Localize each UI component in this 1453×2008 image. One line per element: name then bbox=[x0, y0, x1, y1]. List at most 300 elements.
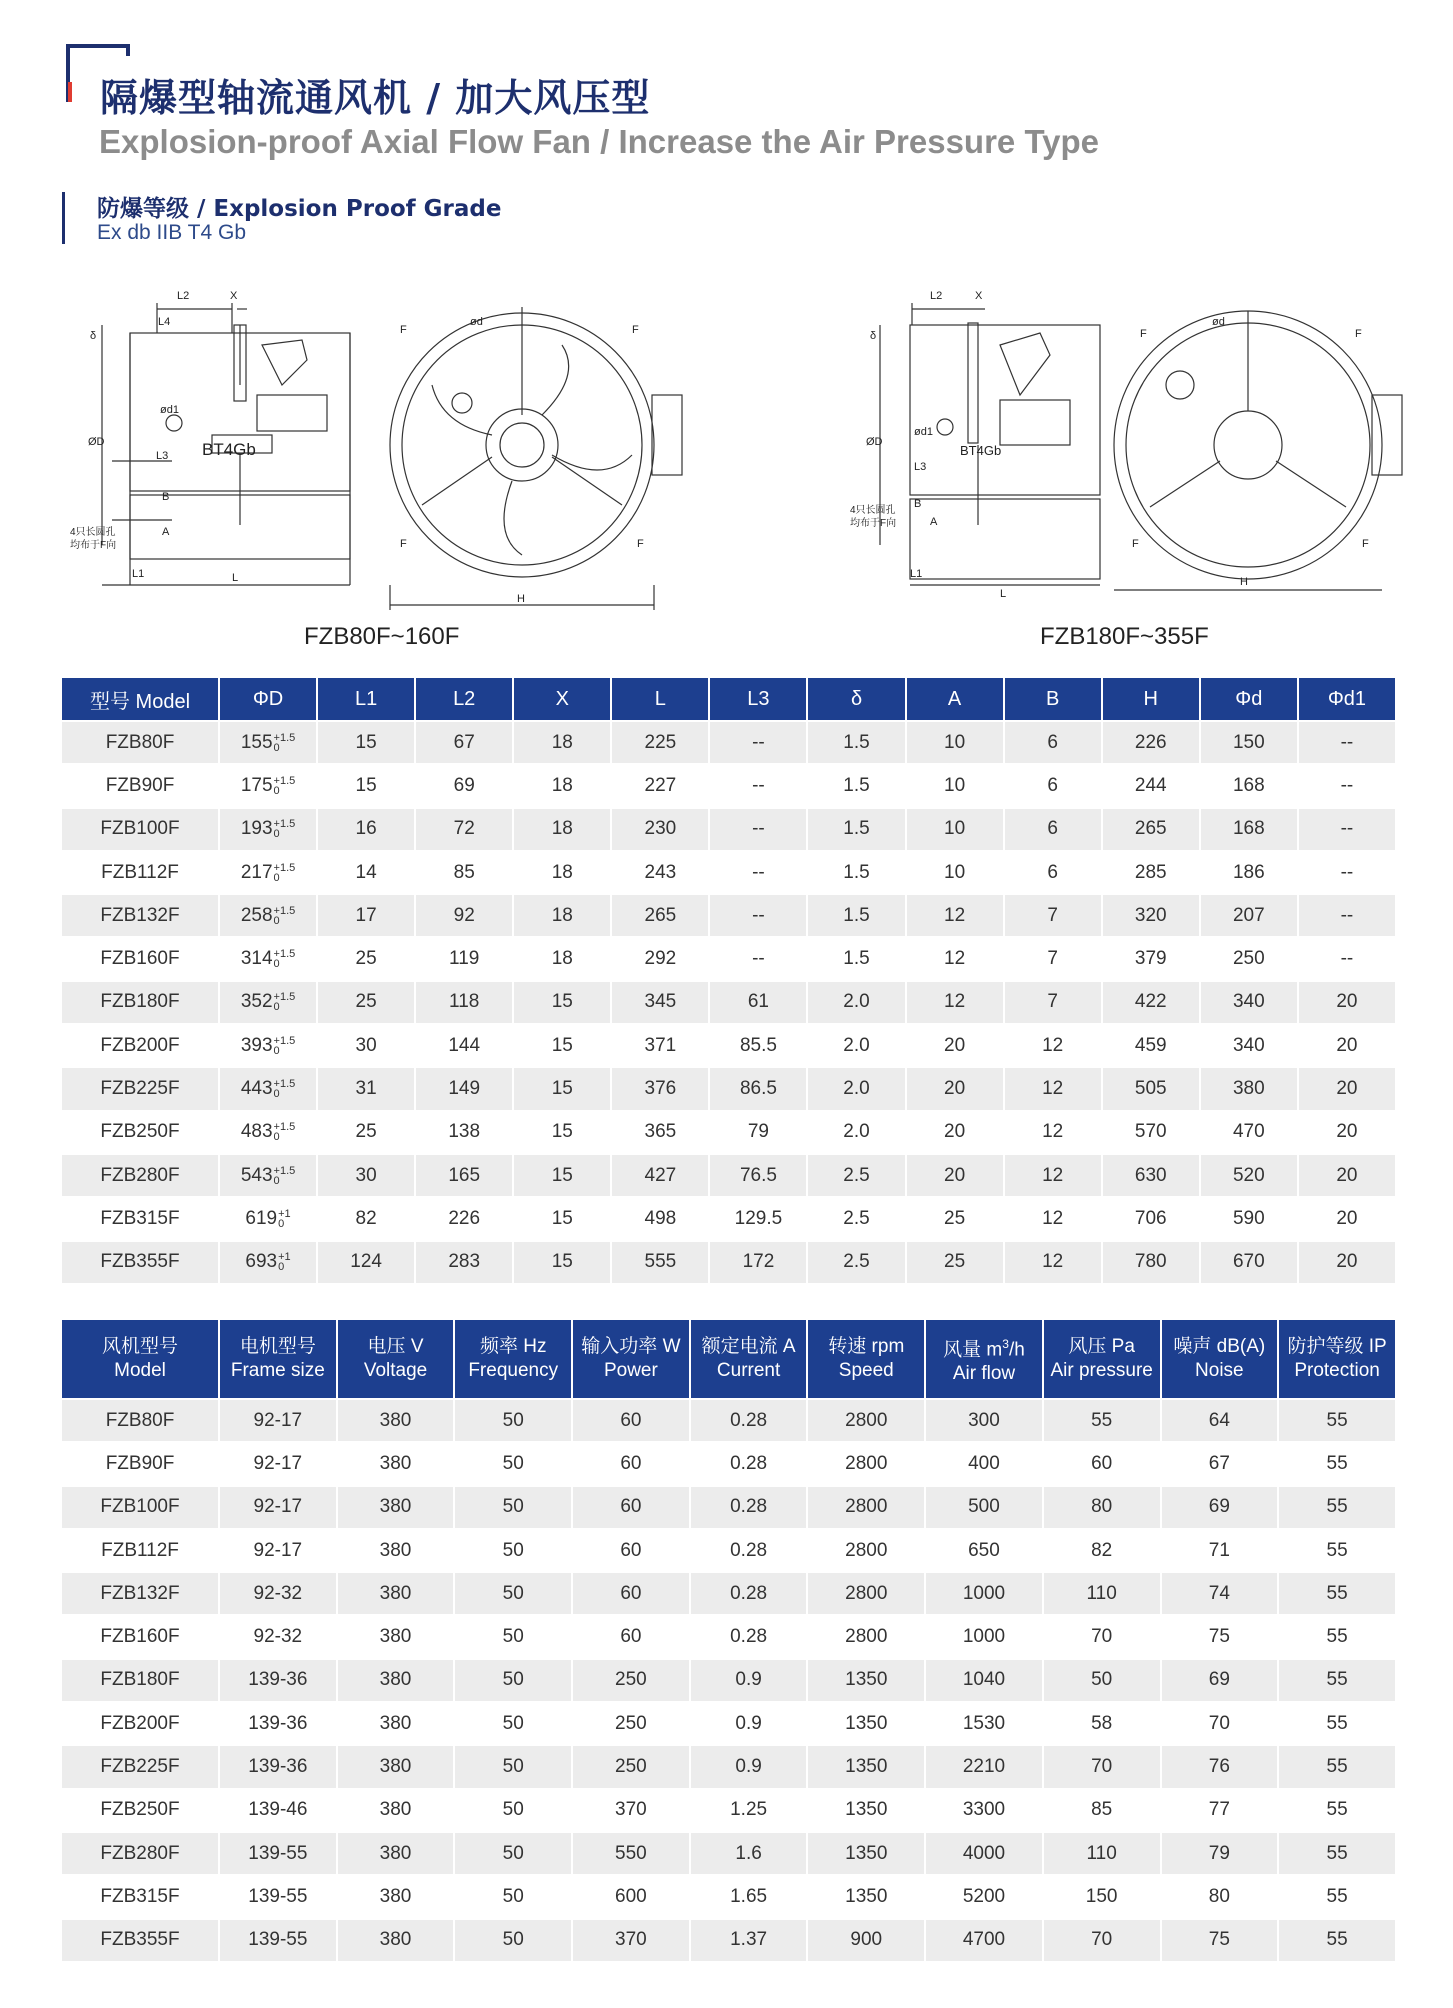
page-subtitle: Explosion-proof Axial Flow Fan / Increase the Air Pressure Type bbox=[99, 123, 1100, 160]
table-cell-d bbox=[218, 1153, 316, 1196]
dim-col-l2: L2 bbox=[414, 678, 512, 720]
diameter-value: 217 bbox=[240, 861, 273, 883]
table-cell: 650 bbox=[924, 1528, 1042, 1571]
table-cell: 150 bbox=[1042, 1874, 1160, 1917]
tolerance-upper: +1.5 bbox=[273, 1034, 296, 1047]
perf-header-sup: 3 bbox=[1002, 1336, 1009, 1351]
table-cell-od1: 20 bbox=[1297, 1153, 1395, 1196]
table-cell: 139-46 bbox=[218, 1788, 336, 1831]
label-f-1: F bbox=[400, 324, 407, 336]
perf-header-zh bbox=[338, 1335, 454, 1359]
table-cell: 55 bbox=[1277, 1918, 1395, 1961]
table-cell-l3: -- bbox=[708, 850, 806, 893]
table-cell-delta: 2.5 bbox=[806, 1153, 904, 1196]
table-cell: 139-36 bbox=[218, 1701, 336, 1744]
table-cell-l1: 31 bbox=[316, 1066, 414, 1109]
table-cell: 60 bbox=[571, 1398, 689, 1441]
tolerance-lower: 0 bbox=[273, 741, 280, 754]
tolerance bbox=[274, 863, 296, 883]
diameter-value: 155 bbox=[240, 731, 273, 753]
label-holes-2: 均布于F向 bbox=[70, 540, 117, 551]
table-cell: 400 bbox=[924, 1441, 1042, 1484]
table-cell: FZB180F bbox=[62, 1658, 218, 1701]
table-cell: 2800 bbox=[806, 1485, 924, 1528]
table-cell-x: 18 bbox=[512, 936, 610, 979]
table-cell-a: 10 bbox=[905, 720, 1003, 763]
perf-header-en: Frame size bbox=[230, 1360, 325, 1381]
table-cell-l2: 92 bbox=[414, 893, 512, 936]
table-cell: 2800 bbox=[806, 1398, 924, 1441]
label2-b: B bbox=[914, 498, 922, 510]
table-cell: 600 bbox=[571, 1874, 689, 1917]
table-cell: 1350 bbox=[806, 1874, 924, 1917]
table-cell: 0.9 bbox=[689, 1658, 807, 1701]
table-cell: 1000 bbox=[924, 1571, 1042, 1614]
diameter-value: 483 bbox=[240, 1121, 273, 1143]
table-cell-h: 505 bbox=[1101, 1066, 1199, 1109]
table-cell: 0.28 bbox=[689, 1485, 807, 1528]
table-cell: 380 bbox=[336, 1571, 454, 1614]
table-cell-delta: 2.0 bbox=[806, 980, 904, 1023]
perf-col-0 bbox=[62, 1320, 218, 1398]
table-cell-l: 227 bbox=[610, 763, 708, 806]
table-cell: 70 bbox=[1160, 1701, 1278, 1744]
table-cell: 500 bbox=[924, 1485, 1042, 1528]
perf-header-zh-text: 频率 Hz bbox=[479, 1336, 547, 1357]
label-l3: L3 bbox=[156, 450, 169, 462]
label2-od-front: ød bbox=[1212, 316, 1225, 328]
table-cell-model: FZB80F bbox=[62, 720, 218, 763]
table-cell: 70 bbox=[1042, 1614, 1160, 1657]
dim-col-a: A bbox=[905, 678, 1003, 720]
table-cell: 250 bbox=[571, 1701, 689, 1744]
table-cell: 2800 bbox=[806, 1614, 924, 1657]
perf-header-zh bbox=[455, 1335, 571, 1359]
table-cell: FZB132F bbox=[62, 1571, 218, 1614]
table-cell-h: 285 bbox=[1101, 850, 1199, 893]
table-cell-h: 570 bbox=[1101, 1110, 1199, 1153]
table-cell: FZB315F bbox=[62, 1874, 218, 1917]
label2-l2: L2 bbox=[930, 290, 943, 302]
table-cell-l3: -- bbox=[708, 936, 806, 979]
table-cell: 380 bbox=[336, 1614, 454, 1657]
label-l: L bbox=[232, 572, 239, 584]
table-cell-delta: 2.5 bbox=[806, 1240, 904, 1283]
table-cell: 60 bbox=[1042, 1441, 1160, 1484]
table-cell-od1: -- bbox=[1297, 850, 1395, 893]
dim-col-od: Φd bbox=[1199, 678, 1297, 720]
tolerance-upper: +1.5 bbox=[273, 1164, 296, 1177]
label2-od-small: ød1 bbox=[914, 426, 933, 438]
table-cell-l2: 138 bbox=[414, 1110, 512, 1153]
table-cell-b: 6 bbox=[1003, 763, 1101, 806]
table-row bbox=[62, 1571, 1395, 1614]
table-cell-od: 380 bbox=[1199, 1066, 1297, 1109]
table-cell-l3: -- bbox=[708, 807, 806, 850]
table-cell: 50 bbox=[453, 1744, 571, 1787]
table-cell-b: 12 bbox=[1003, 1066, 1101, 1109]
table-cell: 74 bbox=[1160, 1571, 1278, 1614]
dim-col-d: ΦD bbox=[218, 678, 316, 720]
perf-header-zh bbox=[926, 1332, 1042, 1362]
perf-header-en: Air pressure bbox=[1050, 1360, 1153, 1381]
table-cell: 900 bbox=[806, 1918, 924, 1961]
table-cell-l: 376 bbox=[610, 1066, 708, 1109]
label-f-3: F bbox=[400, 538, 407, 550]
table-cell: 1350 bbox=[806, 1658, 924, 1701]
table-cell: 60 bbox=[571, 1441, 689, 1484]
perf-header-zh-text: 防护等级 IP bbox=[1287, 1336, 1387, 1357]
table-cell: FZB90F bbox=[62, 1441, 218, 1484]
table-cell-d bbox=[218, 1196, 316, 1239]
table-cell-od1: 20 bbox=[1297, 1023, 1395, 1066]
perf-col-10 bbox=[1277, 1320, 1395, 1398]
perf-col-8 bbox=[1042, 1320, 1160, 1398]
tolerance-upper: +1.5 bbox=[273, 991, 296, 1004]
table-cell: 2800 bbox=[806, 1528, 924, 1571]
perf-header-zh-text: 额定电流 A bbox=[701, 1336, 796, 1357]
table-cell: 300 bbox=[924, 1398, 1042, 1441]
table-cell: 71 bbox=[1160, 1528, 1278, 1571]
table-cell: 80 bbox=[1042, 1485, 1160, 1528]
table-cell-b: 6 bbox=[1003, 807, 1101, 850]
table-cell: 50 bbox=[453, 1398, 571, 1441]
table-row bbox=[62, 1023, 1395, 1066]
dimension-table bbox=[62, 678, 1395, 1283]
table-cell: 4700 bbox=[924, 1918, 1042, 1961]
table-cell: 380 bbox=[336, 1788, 454, 1831]
table-cell: 380 bbox=[336, 1398, 454, 1441]
perf-col-9 bbox=[1160, 1320, 1278, 1398]
table-cell-model: FZB90F bbox=[62, 763, 218, 806]
label2-bt: BT4Gb bbox=[960, 443, 1002, 458]
tolerance-upper: +1.5 bbox=[273, 731, 296, 744]
table-cell: 50 bbox=[453, 1701, 571, 1744]
tolerance bbox=[274, 733, 296, 753]
table-cell: 50 bbox=[453, 1874, 571, 1917]
table-cell: 50 bbox=[453, 1571, 571, 1614]
table-cell-delta: 2.0 bbox=[806, 1066, 904, 1109]
tolerance-lower: 0 bbox=[273, 1174, 280, 1187]
table-cell-od: 340 bbox=[1199, 1023, 1297, 1066]
table-cell-h: 379 bbox=[1101, 936, 1199, 979]
tolerance bbox=[274, 776, 296, 796]
perf-header-zh-text: 风量 m bbox=[943, 1339, 1003, 1361]
tolerance-upper: +1 bbox=[278, 1207, 291, 1220]
label2-f-1: F bbox=[1140, 328, 1147, 340]
perf-header-zh-text: 转速 rpm bbox=[828, 1336, 905, 1357]
table-cell: 1.37 bbox=[689, 1918, 807, 1961]
table-cell: 50 bbox=[453, 1831, 571, 1874]
table-cell: 55 bbox=[1277, 1614, 1395, 1657]
table-cell-l1: 30 bbox=[316, 1023, 414, 1066]
dim-col-l: L bbox=[610, 678, 708, 720]
table-row bbox=[62, 1110, 1395, 1153]
table-cell-model: FZB112F bbox=[62, 850, 218, 893]
table-cell-l2: 69 bbox=[414, 763, 512, 806]
table-cell: 1.25 bbox=[689, 1788, 807, 1831]
table-cell: 2210 bbox=[924, 1744, 1042, 1787]
table-cell-d bbox=[218, 1110, 316, 1153]
table-cell: 380 bbox=[336, 1658, 454, 1701]
table-cell-d bbox=[218, 980, 316, 1023]
table-cell-od: 340 bbox=[1199, 980, 1297, 1023]
grade-value: Ex db IIB T4 Gb bbox=[97, 221, 247, 244]
table-cell-a: 10 bbox=[905, 763, 1003, 806]
tolerance-lower: 0 bbox=[273, 1131, 280, 1144]
fan-side-view-diagram-large bbox=[850, 285, 1410, 615]
table-cell-d bbox=[218, 720, 316, 763]
table-cell-od: 520 bbox=[1199, 1153, 1297, 1196]
table-cell-x: 15 bbox=[512, 1023, 610, 1066]
table-cell-l3: -- bbox=[708, 763, 806, 806]
tolerance-upper: +1.5 bbox=[273, 904, 296, 917]
diameter-value: 693 bbox=[245, 1251, 278, 1273]
table-cell: 1350 bbox=[806, 1744, 924, 1787]
perf-col-6 bbox=[806, 1320, 924, 1398]
table-cell: 55 bbox=[1277, 1744, 1395, 1787]
tolerance bbox=[274, 819, 296, 839]
table-cell: 139-36 bbox=[218, 1658, 336, 1701]
table-cell-od: 186 bbox=[1199, 850, 1297, 893]
perf-header-zh-text: 噪声 dB(A) bbox=[1173, 1336, 1266, 1357]
diameter-value: 352 bbox=[240, 991, 273, 1013]
table-cell-a: 25 bbox=[905, 1196, 1003, 1239]
drawing-small-fan bbox=[62, 285, 722, 650]
table-cell-delta: 2.5 bbox=[806, 1196, 904, 1239]
table-cell-model: FZB200F bbox=[62, 1023, 218, 1066]
table-cell-x: 18 bbox=[512, 807, 610, 850]
table-cell-l: 243 bbox=[610, 850, 708, 893]
table-cell-l1: 15 bbox=[316, 763, 414, 806]
dim-col-h: H bbox=[1101, 678, 1199, 720]
table-row bbox=[62, 936, 1395, 979]
perf-header-en: Speed bbox=[838, 1360, 894, 1381]
table-cell-b: 12 bbox=[1003, 1196, 1101, 1239]
label2-delta: δ bbox=[870, 330, 877, 342]
table-cell-l3: 79 bbox=[708, 1110, 806, 1153]
table-cell-l1: 16 bbox=[316, 807, 414, 850]
table-cell-h: 265 bbox=[1101, 807, 1199, 850]
diameter-value: 543 bbox=[240, 1164, 273, 1186]
drawing-large-fan bbox=[850, 285, 1410, 650]
dim-col-od1: Φd1 bbox=[1297, 678, 1395, 720]
table-cell-model: FZB180F bbox=[62, 980, 218, 1023]
label-l4: L4 bbox=[158, 316, 171, 328]
table-cell-od: 590 bbox=[1199, 1196, 1297, 1239]
label-od-small: ød1 bbox=[160, 404, 179, 416]
table-cell-od: 207 bbox=[1199, 893, 1297, 936]
table-cell-l1: 25 bbox=[316, 980, 414, 1023]
table-cell: 55 bbox=[1277, 1571, 1395, 1614]
table-cell-l3: 172 bbox=[708, 1240, 806, 1283]
tolerance bbox=[274, 949, 296, 969]
performance-header-row bbox=[62, 1320, 1395, 1398]
table-cell-od: 250 bbox=[1199, 936, 1297, 979]
table-cell: 92-17 bbox=[218, 1398, 336, 1441]
table-cell-l: 265 bbox=[610, 893, 708, 936]
perf-header-zh-text: 输入功率 W bbox=[581, 1336, 681, 1357]
table-cell-x: 15 bbox=[512, 1153, 610, 1196]
grade-title: 防爆等级 / Explosion Proof Grade bbox=[97, 196, 502, 222]
perf-header-zh-text: 风压 Pa bbox=[1068, 1336, 1135, 1357]
table-cell-l1: 30 bbox=[316, 1153, 414, 1196]
label2-od-big: ØD bbox=[866, 436, 883, 448]
table-cell: 50 bbox=[453, 1788, 571, 1831]
table-cell-delta: 1.5 bbox=[806, 850, 904, 893]
table-cell-l2: 149 bbox=[414, 1066, 512, 1109]
tolerance-upper: +1.5 bbox=[273, 948, 296, 961]
table-cell: FZB200F bbox=[62, 1701, 218, 1744]
tolerance-lower: 0 bbox=[273, 871, 280, 884]
table-cell-h: 780 bbox=[1101, 1240, 1199, 1283]
table-cell-l: 225 bbox=[610, 720, 708, 763]
table-cell: 380 bbox=[336, 1441, 454, 1484]
table-cell: 92-17 bbox=[218, 1441, 336, 1484]
label-l2: L2 bbox=[177, 290, 190, 302]
table-row bbox=[62, 1398, 1395, 1441]
table-cell: 55 bbox=[1042, 1398, 1160, 1441]
table-cell-h: 459 bbox=[1101, 1023, 1199, 1066]
table-cell: 2800 bbox=[806, 1441, 924, 1484]
table-cell-delta: 1.5 bbox=[806, 893, 904, 936]
table-cell-x: 15 bbox=[512, 1196, 610, 1239]
table-cell-d bbox=[218, 763, 316, 806]
table-cell: 55 bbox=[1277, 1874, 1395, 1917]
table-cell: 50 bbox=[453, 1441, 571, 1484]
table-cell: 380 bbox=[336, 1918, 454, 1961]
table-cell-l1: 25 bbox=[316, 936, 414, 979]
label2-holes-1: 4只长圆孔 bbox=[850, 505, 896, 516]
table-cell: 55 bbox=[1277, 1788, 1395, 1831]
table-cell: 50 bbox=[453, 1918, 571, 1961]
tolerance bbox=[274, 1166, 296, 1186]
table-row bbox=[62, 1831, 1395, 1874]
table-cell: 2800 bbox=[806, 1571, 924, 1614]
table-cell: 139-36 bbox=[218, 1744, 336, 1787]
table-cell-od1: 20 bbox=[1297, 1066, 1395, 1109]
table-cell-od1: -- bbox=[1297, 807, 1395, 850]
table-cell-l2: 226 bbox=[414, 1196, 512, 1239]
label2-f-4: F bbox=[1362, 538, 1369, 550]
perf-header-zh bbox=[691, 1335, 807, 1359]
table-cell-delta: 1.5 bbox=[806, 807, 904, 850]
perf-header-en: Power bbox=[603, 1360, 658, 1381]
tolerance-lower: 0 bbox=[273, 828, 280, 841]
table-cell: 110 bbox=[1042, 1831, 1160, 1874]
table-cell-x: 15 bbox=[512, 1240, 610, 1283]
table-cell: 380 bbox=[336, 1874, 454, 1917]
table-cell-od: 168 bbox=[1199, 807, 1297, 850]
tolerance-lower: 0 bbox=[273, 1044, 280, 1057]
table-cell: 76 bbox=[1160, 1744, 1278, 1787]
diameter-value: 175 bbox=[240, 774, 273, 796]
table-cell: 1.65 bbox=[689, 1874, 807, 1917]
table-cell-od1: -- bbox=[1297, 720, 1395, 763]
table-cell: 0.28 bbox=[689, 1528, 807, 1571]
table-cell-model: FZB315F bbox=[62, 1196, 218, 1239]
perf-header-en: Voltage bbox=[363, 1360, 428, 1381]
perf-col-1 bbox=[218, 1320, 336, 1398]
table-cell: 50 bbox=[453, 1528, 571, 1571]
table-cell: 380 bbox=[336, 1744, 454, 1787]
table-row bbox=[62, 1528, 1395, 1571]
table-cell: FZB355F bbox=[62, 1918, 218, 1961]
table-cell-l: 427 bbox=[610, 1153, 708, 1196]
perf-col-2 bbox=[336, 1320, 454, 1398]
table-cell: 0.28 bbox=[689, 1398, 807, 1441]
table-cell: 69 bbox=[1160, 1658, 1278, 1701]
table-cell: 1040 bbox=[924, 1658, 1042, 1701]
table-row bbox=[62, 1744, 1395, 1787]
table-cell-l1: 17 bbox=[316, 893, 414, 936]
table-cell-l2: 67 bbox=[414, 720, 512, 763]
table-cell-a: 25 bbox=[905, 1240, 1003, 1283]
label-f-4: F bbox=[637, 538, 644, 550]
table-cell: FZB80F bbox=[62, 1398, 218, 1441]
table-cell: 0.28 bbox=[689, 1614, 807, 1657]
tolerance-lower: 0 bbox=[273, 1088, 280, 1100]
table-cell-delta: 1.5 bbox=[806, 936, 904, 979]
tolerance-upper: +1.5 bbox=[273, 861, 296, 874]
label2-x: X bbox=[975, 290, 983, 302]
table-cell-a: 20 bbox=[905, 1066, 1003, 1109]
page-title: 隔爆型轴流通风机 / 加大风压型 bbox=[100, 76, 651, 120]
table-cell: 92-32 bbox=[218, 1614, 336, 1657]
table-cell: 370 bbox=[571, 1918, 689, 1961]
table-cell-l2: 165 bbox=[414, 1153, 512, 1196]
table-cell-d bbox=[218, 936, 316, 979]
table-cell-od1: -- bbox=[1297, 936, 1395, 979]
table-cell-b: 7 bbox=[1003, 893, 1101, 936]
label-a: A bbox=[162, 526, 170, 538]
table-cell: 110 bbox=[1042, 1571, 1160, 1614]
table-cell-l3: 76.5 bbox=[708, 1153, 806, 1196]
perf-header-zh bbox=[220, 1335, 336, 1359]
diameter-value: 258 bbox=[240, 904, 273, 926]
table-cell: FZB100F bbox=[62, 1485, 218, 1528]
diameter-value: 193 bbox=[240, 818, 273, 840]
table-cell: 55 bbox=[1277, 1701, 1395, 1744]
table-row bbox=[62, 1196, 1395, 1239]
table-cell-x: 18 bbox=[512, 850, 610, 893]
table-cell: 70 bbox=[1042, 1744, 1160, 1787]
label-od-front: ød bbox=[470, 316, 483, 328]
table-cell-l: 292 bbox=[610, 936, 708, 979]
table-cell-x: 18 bbox=[512, 763, 610, 806]
table-cell: 67 bbox=[1160, 1441, 1278, 1484]
table-cell: 70 bbox=[1042, 1918, 1160, 1961]
table-cell: 1.6 bbox=[689, 1831, 807, 1874]
table-cell-l3: 129.5 bbox=[708, 1196, 806, 1239]
table-cell-d bbox=[218, 893, 316, 936]
tolerance-lower: 0 bbox=[278, 1261, 285, 1274]
table-cell: 0.28 bbox=[689, 1441, 807, 1484]
label2-l1: L1 bbox=[910, 568, 923, 580]
dim-col-b: B bbox=[1003, 678, 1101, 720]
table-row bbox=[62, 1153, 1395, 1196]
fan-side-view-diagram bbox=[62, 285, 722, 615]
table-cell: 60 bbox=[571, 1614, 689, 1657]
table-cell-a: 20 bbox=[905, 1023, 1003, 1066]
tolerance bbox=[274, 992, 296, 1012]
table-cell-l2: 144 bbox=[414, 1023, 512, 1066]
label-delta: δ bbox=[90, 330, 97, 342]
table-cell: 139-55 bbox=[218, 1831, 336, 1874]
table-cell-h: 226 bbox=[1101, 720, 1199, 763]
table-cell-x: 15 bbox=[512, 1110, 610, 1153]
table-cell-l3: -- bbox=[708, 893, 806, 936]
